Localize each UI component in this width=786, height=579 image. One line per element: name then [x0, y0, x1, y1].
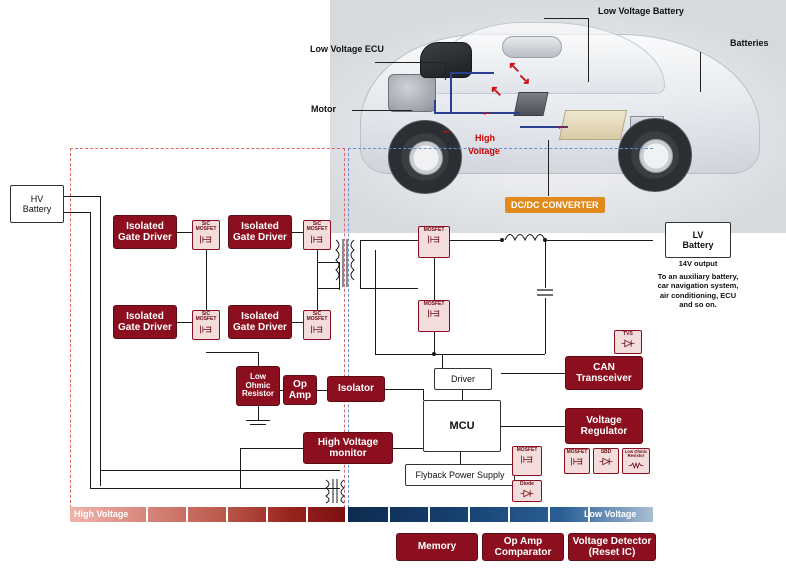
power-flow-arrow: ← — [440, 121, 455, 138]
wire — [206, 352, 258, 353]
sic-mosfet-2[interactable] — [303, 220, 331, 250]
hv-transformer-bottom — [320, 478, 350, 504]
output-inductor — [503, 230, 547, 244]
memory-label: Memory — [417, 541, 457, 553]
wire — [545, 240, 653, 241]
gate-driver-label-2: Gate Driver — [233, 232, 287, 243]
isolated-gate-driver-1[interactable] — [113, 215, 177, 249]
driver-block[interactable] — [434, 368, 492, 390]
mosfet-hi-side[interactable] — [418, 226, 450, 258]
hv-wire-segment — [434, 112, 520, 114]
leader-line — [352, 110, 412, 111]
wire — [317, 288, 339, 289]
mosfet-label: MOSFET — [423, 227, 445, 233]
lv-battery-label-1: LV — [692, 229, 704, 240]
resistor-symbol-icon — [628, 460, 644, 471]
op-amp-label-1: Op — [293, 378, 307, 390]
mosfet-symbol-icon — [426, 308, 442, 319]
hv-monitor-label-1: High Voltage — [317, 436, 379, 448]
gate-driver-label-1: Isolated — [126, 310, 164, 322]
voltage-detector-label-1: Voltage Detector — [572, 535, 652, 547]
flyback-power-supply-block[interactable] — [405, 464, 515, 486]
gate-driver-label-2: Gate Driver — [118, 322, 172, 333]
tvs-symbol-icon — [620, 338, 636, 349]
wire — [317, 250, 318, 262]
label-low-voltage-ecu: Low Voltage ECU — [310, 44, 384, 54]
tvs-label: TVS — [623, 331, 633, 337]
wire — [292, 322, 303, 323]
voltage-regulator-label-1: Voltage — [586, 414, 622, 426]
sic-mosfet-1[interactable] — [192, 220, 220, 250]
wire — [64, 212, 90, 213]
low-voltage-domain-label: Low Voltage — [584, 509, 637, 519]
mosfet-symbol-icon — [426, 234, 442, 245]
motor-unit-graphic — [388, 74, 436, 112]
wire — [434, 332, 435, 354]
mosfet-symbol-icon — [198, 324, 214, 335]
car-interior-cylinder — [502, 36, 562, 58]
low-ohmic-resistor-block[interactable] — [236, 366, 280, 406]
wire — [501, 373, 565, 374]
bar-tick — [428, 507, 430, 522]
power-flow-arrow: ↖ — [508, 59, 521, 76]
isolated-gate-driver-4[interactable] — [228, 305, 292, 339]
wire — [460, 452, 461, 464]
label-high-voltage-line2: Voltage — [468, 146, 500, 156]
hv-battery-label-2: Battery — [22, 204, 52, 214]
wire — [90, 488, 340, 489]
low-ohmic-resistor-label-3: Resistor — [241, 389, 274, 399]
high-voltage-domain-label: High Voltage — [74, 509, 129, 519]
wire — [317, 390, 327, 391]
gate-driver-label-2: Gate Driver — [233, 322, 287, 333]
junction-dot — [432, 352, 436, 356]
sic-mosfet-3[interactable] — [192, 310, 220, 340]
hv-wire-segment — [450, 72, 494, 74]
voltage-regulator-block[interactable] — [565, 408, 643, 444]
can-label-2: Transceiver — [576, 373, 632, 384]
power-flow-arrow: ← — [480, 103, 495, 120]
mosfet-symbol-icon — [198, 234, 214, 245]
wire — [177, 322, 192, 323]
isolated-gate-driver-3[interactable] — [113, 305, 177, 339]
wire — [292, 232, 303, 233]
sic-mosfet-label: SiC MOSFET — [195, 221, 217, 233]
sic-mosfet-4[interactable] — [303, 310, 331, 340]
wire — [501, 426, 565, 427]
isolator-label: Isolator — [337, 383, 375, 395]
wire — [240, 448, 303, 449]
bar-tick — [508, 507, 510, 522]
wire — [393, 448, 423, 449]
wire — [434, 258, 435, 300]
voltage-regulator-label-2: Regulator — [580, 426, 628, 437]
hv-battery-block[interactable] — [10, 185, 64, 223]
leader-line — [375, 62, 445, 63]
gate-driver-label-1: Isolated — [126, 220, 164, 232]
op-amp-comparator-label-1: Op Amp — [503, 535, 543, 547]
wire — [385, 389, 423, 390]
mosfet-symbol-icon — [569, 456, 585, 467]
leader-line — [700, 52, 701, 92]
voltage-detector-label-2: (Reset IC) — [588, 547, 636, 558]
wire — [375, 250, 376, 354]
hv-transformer — [330, 238, 360, 288]
sic-mosfet-label: SiC MOSFET — [306, 221, 328, 233]
hv-battery-label-1: HV — [30, 193, 44, 204]
bar-tick — [548, 507, 550, 522]
isolator-block[interactable] — [327, 376, 385, 402]
bar-tick — [388, 507, 390, 522]
leader-line — [588, 18, 589, 82]
mosfet-symbol-icon — [519, 454, 535, 465]
high-voltage-monitor-block[interactable] — [303, 432, 393, 464]
bar-tick — [146, 507, 148, 522]
wire — [423, 389, 424, 400]
bar-tick — [306, 507, 308, 522]
wire — [250, 424, 266, 425]
op-amp-comparator-block[interactable] — [482, 533, 564, 561]
bar-tick — [186, 507, 188, 522]
isolated-gate-driver-2[interactable] — [228, 215, 292, 249]
gate-driver-label-2: Gate Driver — [118, 232, 172, 243]
wire — [206, 250, 207, 310]
can-transceiver-block[interactable] — [565, 356, 643, 390]
label-dcdc-converter: DC/DC CONVERTER — [505, 197, 605, 213]
wire — [246, 420, 270, 421]
wire — [90, 212, 91, 488]
mosfet-label: MOSFET — [566, 449, 588, 455]
lv-battery-output-label: 14V output — [678, 259, 718, 268]
regulator-mosfet[interactable] — [564, 448, 590, 474]
wire — [258, 406, 259, 420]
mosfet-lo-side[interactable] — [418, 300, 450, 332]
wire — [360, 240, 418, 241]
can-label-1: CAN — [593, 361, 615, 373]
wire — [258, 352, 259, 366]
hv-wire-segment — [434, 100, 436, 114]
bar-tick — [468, 507, 470, 522]
op-amp-comparator-label-2: Comparator — [494, 547, 552, 558]
leader-line — [445, 62, 446, 80]
wire — [177, 232, 192, 233]
gate-driver-label-1: Isolated — [241, 310, 279, 322]
power-flow-arrow: ↖ — [490, 83, 503, 100]
lv-battery-note: To an auxiliary battery, car navigation system, air conditioning, ECU and so on. — [657, 272, 739, 310]
wire — [442, 354, 443, 368]
driver-label: Driver — [451, 373, 475, 384]
hv-monitor-label-2: monitor — [329, 448, 367, 459]
power-flow-arrow: ↘ — [518, 71, 531, 88]
label-motor: Motor — [311, 104, 336, 114]
flyback-diode[interactable] — [512, 480, 542, 502]
lv-battery-block[interactable] — [665, 222, 731, 258]
power-flow-arrow: ← — [555, 117, 570, 134]
flyback-label: Flyback Power Supply — [415, 469, 505, 480]
wire — [280, 390, 283, 391]
schottky-diode-symbol-icon — [598, 456, 614, 467]
flyback-mosfet[interactable] — [512, 446, 542, 476]
diode-label: Diode — [520, 481, 534, 487]
wire — [360, 240, 361, 288]
label-low-voltage-battery: Low Voltage Battery — [598, 6, 684, 16]
op-amp-label-2: Amp — [288, 390, 312, 401]
mosfet-symbol-icon — [309, 324, 325, 335]
sbd-label: SBD — [600, 449, 612, 455]
wire — [100, 470, 340, 471]
wire — [375, 354, 545, 355]
tvs-diode[interactable] — [614, 330, 642, 354]
sbd-component[interactable] — [593, 448, 619, 474]
wire — [545, 240, 546, 288]
wire — [100, 196, 101, 486]
gate-driver-label-1: Isolated — [241, 220, 279, 232]
leader-line — [544, 18, 589, 19]
diode-symbol-icon — [519, 488, 535, 499]
low-ohmic-resistor-label-2: Ohmic — [245, 380, 271, 390]
memory-block[interactable] — [396, 533, 478, 561]
op-amp-block[interactable] — [283, 375, 317, 405]
sic-mosfet-label: SiC MOSFET — [306, 311, 328, 323]
label-batteries: Batteries — [730, 38, 769, 48]
mosfet-label: MOSFET — [423, 301, 445, 307]
low-ohmic-resistor-label-1: Low — [250, 371, 266, 381]
wire — [450, 240, 502, 241]
mosfet-label: MOSFET — [516, 447, 538, 453]
low-ohmic-resistor-label: Low Ohmic Resistor — [624, 449, 648, 459]
sic-mosfet-label: SiC MOSFET — [195, 311, 217, 323]
wire — [545, 298, 546, 354]
mcu-block[interactable] — [423, 400, 501, 452]
bar-tick — [226, 507, 228, 522]
mcu-label: MCU — [449, 419, 475, 432]
lv-battery-label-2: Battery — [682, 240, 714, 250]
wire — [64, 196, 100, 197]
regulator-low-ohmic-resistor[interactable] — [622, 448, 650, 474]
wire — [360, 288, 418, 289]
bar-tick — [266, 507, 268, 522]
voltage-detector-block[interactable] — [568, 533, 656, 561]
wire — [240, 448, 241, 488]
label-high-voltage-line1: High — [475, 133, 495, 143]
wire — [462, 390, 463, 400]
hv-wire-segment — [450, 72, 452, 114]
mosfet-symbol-icon — [309, 234, 325, 245]
